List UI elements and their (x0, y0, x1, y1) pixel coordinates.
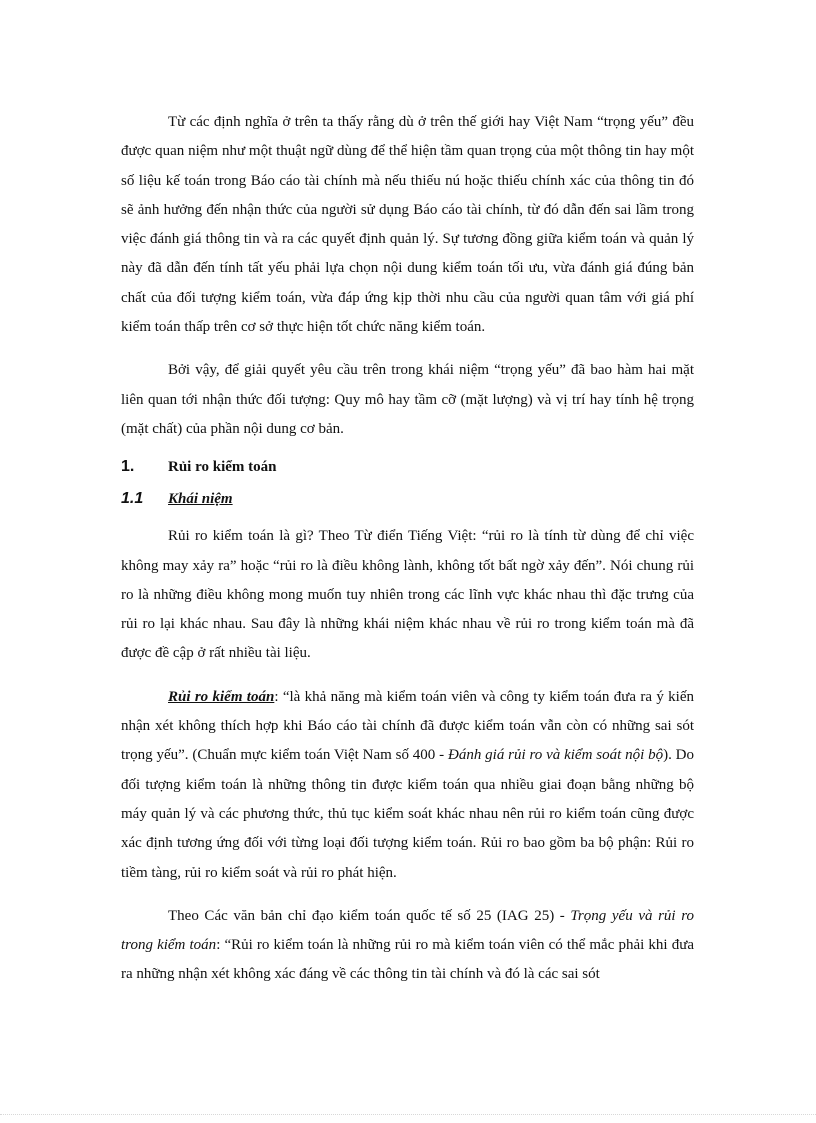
paragraph-materiality-summary: Từ các định nghĩa ở trên ta thấy rằng dù ở trên thế giới hay Việt Nam “trọng yếu” đều được quan niệm như một thuật ngữ dùng để thể hiện tầm quan trọng của một thông tin hay một số liệu kế toán trong Báo cáo tài chính mà nếu thiếu nú hoặc thiếu chính xác của thông tin đó sẽ ảnh hưởng đến nhận thức của người sử dụng Báo cáo tài chính, từ đó dẫn đến sai lầm trong việc đánh giá thông tin và ra các quyết định quản lý. Sự tương đồng giữa kiểm toán và quản lý này đã dẫn đến tính tất yếu phải lựa chọn nội dung kiểm toán tối ưu, vừa đánh giá đúng bản chất của đối tượng kiểm toán, vừa đáp ứng kịp thời nhu cầu của người quan tâm với giá phí kiểm toán thấp trên cơ sở thực hiện tốt chức năng kiểm toán. (121, 114, 694, 336)
paragraph-text: ). Do đối tượng kiểm toán là những thông tin được kiểm toán qua nhiều giai đoạn bằng những bộ máy quản lý và các phương thức, thủ tục kiểm soát khác nhau nên rủi ro kiểm toán cũng được xác định tương ứng đối với từng loại đối tượng kiểm toán. Rủi ro bao gồm ba bộ phận: Rủi ro tiềm tàng, rủi ro kiểm soát và rủi ro phát hiện. (121, 747, 695, 881)
section-number: 1. (121, 458, 135, 476)
section-title: Rủi ro kiểm toán (168, 459, 277, 476)
paragraph-materiality-aspects: Bởi vậy, để giải quyết yêu cầu trên trong khái niệm “trọng yếu” đã bao hàm hai mặt liên quan tới nhận thức đối tượng: Quy mô hay tầm cỡ (mặt lượng) và vị trí hay tính hệ trọng (mặt chất) của phần nội dung cơ bản. (121, 362, 694, 437)
paragraph-text: : “Rủi ro kiểm toán là những rủi ro mà kiểm toán viên có thể mắc phải khi đưa ra những nhận xét không xác đáng về các thông tin tài chính và đó là các sai sót (121, 937, 695, 983)
subsection-title: Khái niệm (168, 491, 233, 508)
subsection-heading-concept (121, 490, 694, 522)
paragraph-text: : “là khả năng mà kiểm toán viên và công ty kiểm toán đưa ra ý kiến nhận xét không thích hợp khi Báo cáo tài chính đã được kiểm toán vẫn còn có những sai sót trọng yếu”. (Chuẩn mực kiểm toán Việt Nam số 400 - (121, 688, 694, 764)
paragraph-risk-definition-dictionary: Rủi ro kiểm toán là gì? Theo Từ điển Tiếng Việt: “rủi ro là tính từ dùng để chỉ việc không may xảy ra” hoặc “rủi ro là điều không lành, không tốt bất ngờ xảy đến”. Nói chung rủi ro là những điều không mong muốn tuy nhiên trong các lĩnh vực khác nhau thì đặc trưng của rủi ro lại khác nhau. Sau đây là những khái niệm khác nhau về rủi ro trong kiểm toán mà đã được đề cập ở rất nhiều tài liệu. (121, 528, 694, 662)
paragraph-text: Theo Các văn bản chỉ đạo kiểm toán quốc tế số 25 (IAG 25) - (168, 907, 571, 924)
paragraph-audit-risk-vsa400 (121, 683, 694, 888)
defined-term: Rủi ro kiểm toán (168, 688, 275, 705)
standard-title: Đánh giá rủi ro và kiểm soát nội bộ (447, 747, 664, 764)
guideline-title: Trọng yếu và rủi ro trong kiểm toán (121, 907, 694, 954)
subsection-number: 1.1 (121, 490, 144, 508)
page-bottom-border (0, 1114, 816, 1115)
paragraph-audit-risk-iag25 (121, 902, 694, 990)
section-heading-audit-risk (121, 458, 694, 490)
document-body (121, 108, 694, 1004)
